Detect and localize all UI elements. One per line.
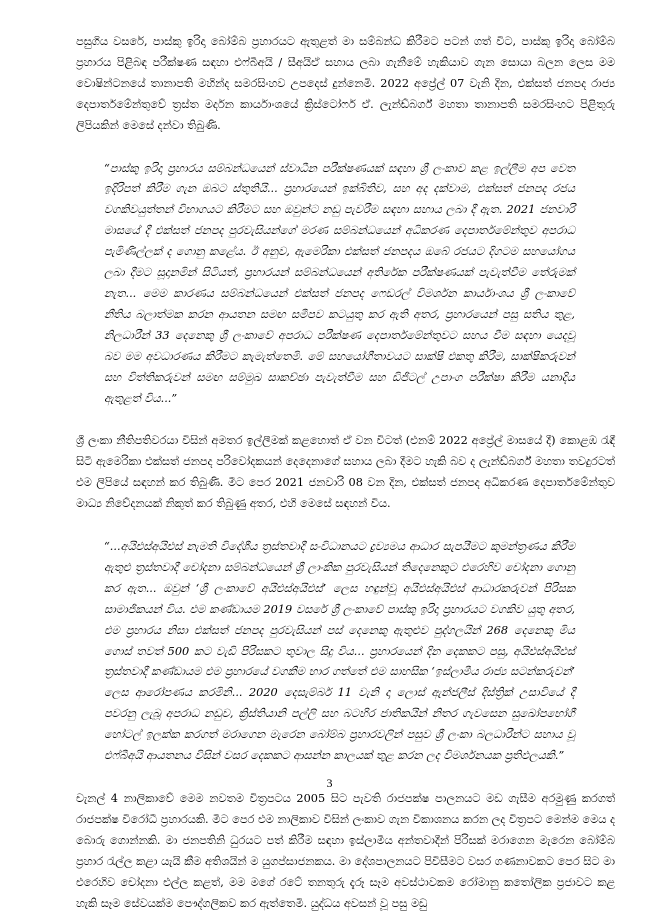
block-quote-1: “පාස්කු ඉරිදා ප්‍රහාරය සම්බන්ධයෙන් ස්වාධීන පරීක්ෂණයක් සඳහා ශ්‍රී ලංකාව කළ ඉල්ලීම අප වෙත ඉදිරිපත් කිරීම ගැන ඔබට ස්තුතියි... ප්‍රහාරයෙන් ඉක්බිතිව, සහ අද දක්වාම, එක්සත් ජනපද රජය වගකිවයුත්තන් විභාගයට කිරීමට සහ ඔවුන්ට නඩු පැවරීම සඳහා සහාය ලබා දී ඇත. 2021 ජනවාරි මාසයේ දී එක්සත් ජනපද පුරවැසියන්ගේ මරණ සම්බන්ධයෙන් අධිකරණ දෙපාර්තමේන්තුව අපරාධ පැමිණිල්ලක් ද ගොනු කළේය. ඊ අනුව, ඇමෙරිකා එක්සත් ජනපදය ඔබේ රජයට දිගටම සහයෝගය ලබා දීමට සූදානමින් සිටියත්, ප්‍රහාරයන් සම්බන්ධයෙන් අතිරේක පරීක්ෂණයක් පැවැත්වීම තේරුමක් නැත... මෙම කාරණය සම්බන්ධයෙන් එක්සත් ජනපද ෆෙඩරල් විමර්ශන කාර්යාංශය ශ්‍රී ලංකාවේ නීතිය බලාත්මක කරන ආයතන සමඟ සමීපව කටයුතු කර ඇති අතර, ප්‍රහාරයෙන් පසු සතිය තුළ, නිලධාරීන් 33 දෙනෙකු ශ්‍රී ලංකාවේ අපරාධ පරීක්ෂණ දෙපාර්තමේන්තුවට සහය වීම සඳහා යෙදවූ බව මම අවධාරණය කිරීමට කැමැත්තෙමි. මේ සහයෝගීතාවයට සාක්ෂි එකතු කිරීම, සාක්ෂිකරුවන් සහ විත්තිකරුවන් සමඟ සම්මුඛ සාකච්ඡා පැවැත්වීම සහ ඩිජිටල් උපාංග පරීක්ෂා කිරීම යනාදිය ඇතුළත් විය...” xyxy=(104,161,575,405)
body-paragraph-3: චැනල් 4 නාලිකාවේ මෙම නවතම විත්‍රපටය 2005 සිට පැවති රාජපක්ෂ පාලනයට මඩ ගැසීම අරමුණු කරගත් රාජපක්ෂ විරෝධී ප්‍රහාරයකි. මීට පෙර එම නාලිකාව විසින් ලංකාව ගැන විකාශනය කරන ලද විත්‍රපට මෙන්ම මෙය ද බොරු ගොන්නකි. මා ජනපතිනි ධුරයට පත් කිරීම සඳහා ඉස්ලාමීය අන්තවාදීන් පිරිසක් මරාගෙන මැරෙන බෝම්බ ප්‍රහාර රැල්ල කළා යැයි කීම අතිශයින් ම යුගප්සාජනකය. මා දේශපාලනයට පිවිසීමට වසර ගණනාවකට පෙර සිට මා එරෙහිව චෝදනා එල්ල කළත්, මම මගේ රටේ තනතුරු දැරූ සෑම අවස්ථාවකම රෝමානු කතෝලික ප්‍රජාවට කළ හැකි සෑම සේවයක්ම පෞද්ගලිකව කර ඇත්තෙමි. යුද්ධය අවසන් වූ පසු මඩු xyxy=(76,792,615,910)
block-quote-2: “...අයිඑස්අයිඑස් නැමති විදේශීය ත්‍රස්තවාදී සංවිධානයට ද්‍රව්‍යමය ආධාර සැපයීමට කුමන්ත්‍රණය කිරීම ඇතුළු ත්‍රස්තවාදී චෝදනා සම්බන්ධයෙන් ශ්‍රී ලාංකික පුරවැසියන් තිදෙනෙකුට එරෙහිව චෝදනා ගොනු කර ඇත... ඔවුන් ‘ශ්‍රී ලංකාවේ අයිඑස්අයිඑස්’ ලෙස හඳුන්වූ අයිඑස්අයිඑස් ආධාරකරුවන් පිරිසක සාමාජිකයන් විය. එම කණ්ඩායම 2019 වසරේ ශ්‍රී ලංකාවේ පාස්කු ඉරිදා ප්‍රහාරයට වගකිව යුතු අතර, එම ප්‍රහාරය නිසා එක්සත් ජනපද පුරවැසියන් පස් දෙනෙකු ඇතුළුව පුද්ගලයින් 268 දෙනෙකු මිය ගොස් තවත් 500 කට වැඩි පිරිසකට තුවාල සිදු විය... ප්‍රහාරයෙන් දින දෙකකට පසු, අයිඑස්අයිඑස් ත්‍රස්තවාදී කණ්ඩායම එම ප්‍රහාරයේ වගකීම භාර ගත්තේ එම සාහසික ‘ඉස්ලාමීය රාජ්‍ය සටන්කරුවන්’ ලෙස ආරෝපණය කරමිනි... 2020 දෙසැම්බර් 11 වැනි දා ලොස් ඇන්ජලීස් දිස්ත්‍රික් උසාවියේ දී පවරනු ලැබූ අපරාධ නඩුව, ක්‍රිස්තියානි පල්ලි සහ බටහිර ජාතිකයින් නිතර ගැවසෙන සුඛෝපභෝගී හෝටල් ඉලක්ක කරගත් මරාගෙන මැරෙන බෝම්බ ප්‍රහාරවලින් පසුව ශ්‍රී ලංකා බලධාරීන්ට සහාය වූ එෆ්බීඅයි ආයතනය විසින් වසර දෙකකට ආසන්න කාලයක් තුළ කරන ලද විමර්ශනයක ප්‍රතිඵලයකි.” xyxy=(104,540,575,763)
body-paragraph-1: පසුගිය වසරේ, පාස්කු ඉරිදා බෝම්බ ප්‍රහාරයට ඇතුළත් මා සම්බන්ධ කිරීමට පටන් ගත් විට, පාස්කු ඉරිදා බෝම්බ ප්‍රහාරය පිළිබඳ පරීක්ෂණ සඳහා එෆ්බීඅයි / සීඅයිඒ සහාය ලබා ගැනීමේ හැකියාව ගැන සොයා බලන ලෙස මම වොෂින්ටනයේ තානාපති මහින්ද සමරසිංහව උපදෙස් දුන්නෙමි. 2022 අප්‍රේල් 07 වැනි දින, එක්සත් ජනපද රාජ්‍ය දෙපාර්තමේන්තුවේ ත්‍රස්ත මර්දන කාර්යාංශයේ ක්‍රිස්ටෝෆර් ඒ. ලැන්ඩ්බර්ග් මහතා තානාපති සමරසිංහට පිළිතුරු ලිපියකින් මෙසේ දන්වා තිබුණි. xyxy=(76,35,615,132)
body-paragraph-2: ශ්‍රී ලංකා නීතිපතිවරයා විසින් අමතර ඉල්ලීමක් කළහොත් ඒ වන විටත් (එනම් 2022 අප්‍රේල් මාසයේ දී) කොළඹ රැඳී සිටි ඇමෙරිකා එක්සත් ජනපද පරිවෝදකයන් දෙදෙනාගේ සහාය ලබා දීමට හැකි බව ද ලැන්ඩ්බර්ග් මහතා තවදුරටත් එම ලිපියේ සඳහන් කර තිබුණි. මීට පෙර 2021 ජනවාරි 08 වන දින, එක්සත් ජනපද අධිකරණ දෙපාර්තමේන්තුව මාධ්‍ය නිවේදනයක් නිකුත් කර තිබුණු අතර, එහි මෙසේ සඳහන් විය. xyxy=(76,434,615,511)
page-number: 3 xyxy=(326,776,333,790)
